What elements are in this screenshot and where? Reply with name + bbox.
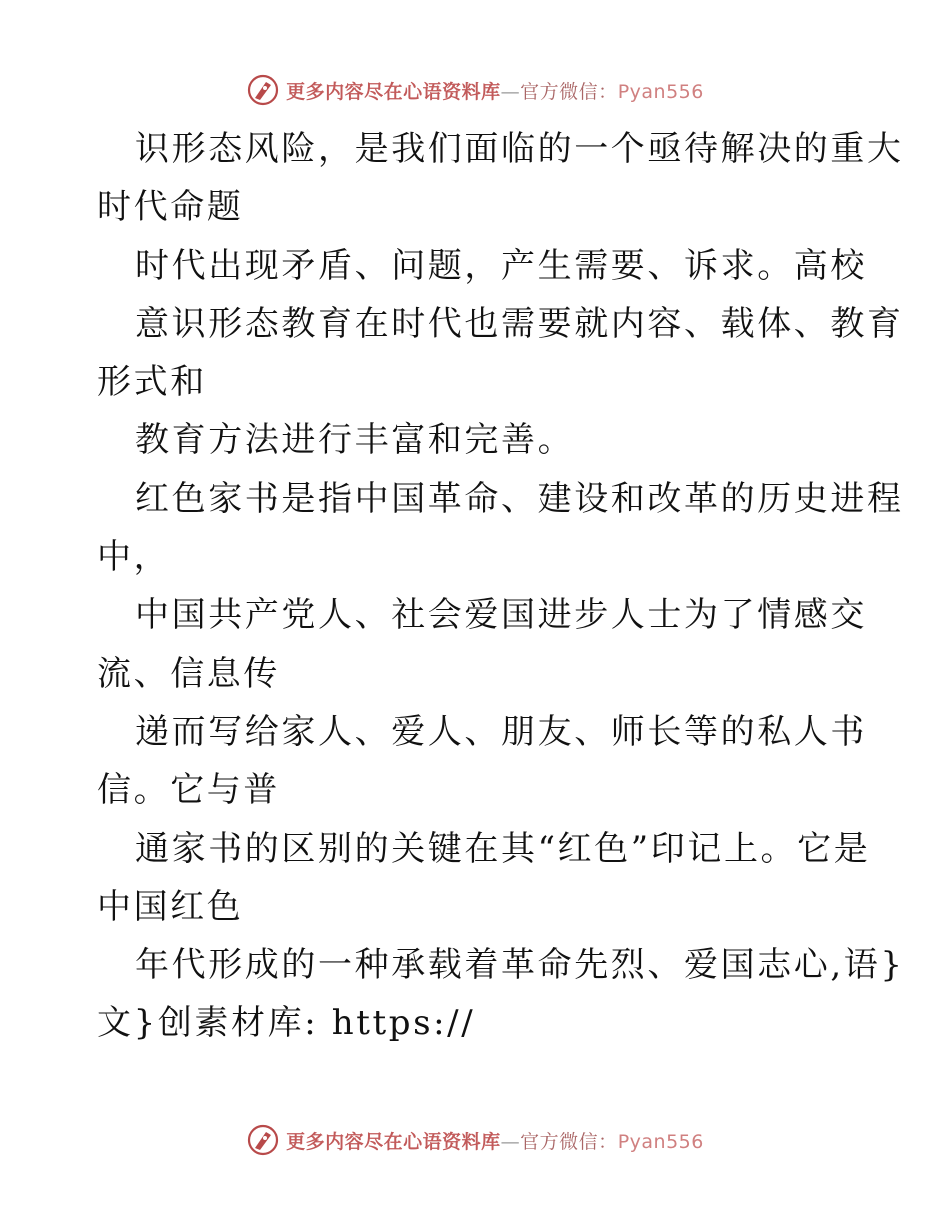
- body-line: 通家书的区别的关键在其“红色”印记上。它是: [135, 828, 871, 869]
- body-line: 红色家书是指中国革命、建设和改革的历史进程: [135, 478, 904, 519]
- body-line: 年代形成的一种承载着革命先烈、爱国志心,语}: [135, 945, 905, 986]
- body-line: 时代出现矛盾、问题，产生需要、诉求。高校: [135, 245, 867, 286]
- pen-nib-circle-icon: [246, 1123, 280, 1157]
- body-line: 形式和: [97, 362, 207, 403]
- body-line: 文}创素材库: https://: [97, 1003, 476, 1044]
- body-line: 信。它与普: [97, 770, 280, 811]
- header-watermark: [0, 70, 950, 110]
- body-line: 时代命题: [97, 187, 244, 228]
- footer-watermark: [0, 1120, 950, 1160]
- document-body: [97, 120, 905, 1053]
- body-line: 教育方法进行丰富和完善。: [135, 420, 575, 461]
- body-line: 中国红色: [97, 886, 244, 927]
- body-line: 识形态风险，是我们面临的一个亟待解决的重大: [135, 129, 904, 169]
- pen-nib-circle-icon: [246, 73, 280, 107]
- watermark-text: 更多内容尽在心语资料库—官方微信：Pyan556: [286, 80, 704, 103]
- body-line: 中，: [97, 537, 171, 578]
- body-line: 流、信息传: [97, 653, 280, 694]
- body-line: 意识形态教育在时代也需要就内容、载体、教育: [135, 303, 904, 344]
- body-line: 递而写给家人、爱人、朋友、师长等的私人书: [135, 711, 867, 752]
- watermark-text: 更多内容尽在心语资料库—官方微信：Pyan556: [286, 1130, 704, 1153]
- body-line: 中国共产党人、社会爱国进步人士为了情感交: [135, 595, 867, 636]
